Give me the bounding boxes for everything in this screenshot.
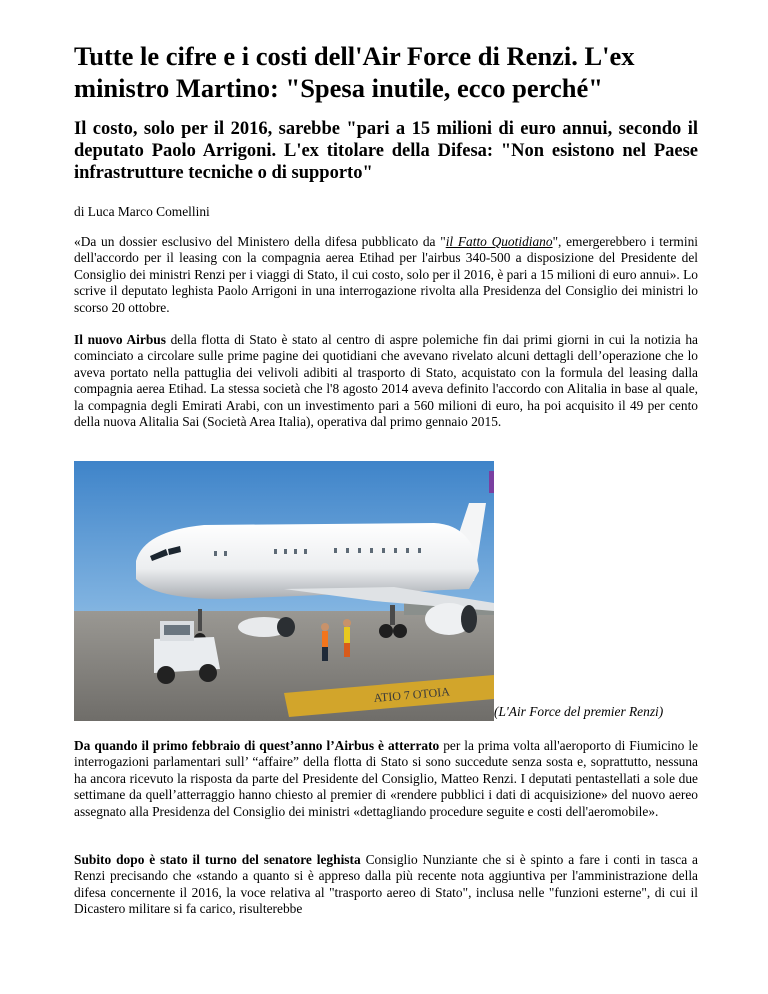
p3-text: per la prima volta all'aeroporto di Fiumicino le interrogazioni parlamentari sull’ “affaire” della flotta di Stato si sono succedute senza sosta e, soprattutto, nessuna ha ancora ricevuto la risposta da parte del Presidente del Consiglio, Matteo Renzi. I deputati pentastellati a sole due settimane da quell’atterraggio hanno chiesto al premier di «rendere pubblici i dati di acquisizione» del nuovo aereo assegnato alla Presidenza del Consiglio dei ministri «dettagliando procedure seguite e costi dell'aeromobile».: [74, 738, 698, 819]
article-figure: [74, 461, 698, 721]
article-subtitle: Il costo, solo per il 2016, sarebbe "pari a 15 milioni di euro annui, secondo il deputato Paolo Arrigoni. L'ex titolare della Difesa: "Non esistono nel Paese infrastrutture tecniche o di supporto": [74, 119, 698, 183]
paragraph-2: [74, 332, 698, 430]
p2-lead: Il nuovo Airbus: [74, 332, 166, 347]
source-name: il Fatto Quotidiano: [445, 234, 553, 249]
figure-caption: (L'Air Force del premier Renzi): [494, 704, 664, 719]
airbus-photo: [74, 461, 494, 721]
byline: di Luca Marco Comellini: [74, 204, 210, 219]
p3-lead: Da quando il primo febbraio di quest’anno l’Airbus è atterrato: [74, 738, 440, 753]
p1-after: ", emergerebbero i termini dell'accordo per il leasing con la compagnia aerea Etihad per l'airbus 340-500 a disposizione del Presidente del Consiglio dei ministri Renzi per i viaggi di Stato, il cui costo, solo per il 2016, è pari a 15 milioni di euro annui». Lo scrive il deputato leghista Paolo Arrigoni in una interrogazione rivolta alla Presidenza del Consiglio dei ministri lo scorso 20 ottobre.: [74, 234, 698, 315]
paragraph-3: [74, 738, 698, 820]
article-title: Tutte le cifre e i costi dell'Air Force di Renzi. L'ex ministro Martino: "Spesa inutile, ecco perché": [74, 41, 635, 103]
paragraph-1: [74, 234, 698, 316]
p4-lead: Subito dopo è stato il turno del senatore leghista: [74, 852, 361, 867]
p1-before: «Da un dossier esclusivo del Ministero della difesa pubblicato da ": [74, 234, 446, 249]
paragraph-4: [74, 852, 698, 918]
p4-text: Consiglio Nunziante che si è spinto a fare i conti in tasca a Renzi precisando che «stando a quanto si è appreso dalla più recente nota aggiuntiva per l'amministrazione della difesa concernente il 2016, la voce relativa al "trasporto aereo di Stato", inclusa nelle "funzioni esterne", di cui il Dicastero militare si fa carico, risulterebbe: [74, 852, 698, 917]
p2-text: della flotta di Stato è stato al centro di aspre polemiche fin dai primi giorni in cui la notizia ha cominciato a circolare sulle prime pagine dei quotidiani che avevano rivelato alcuni dettagli dell’operazione che lo aveva portato nella pattuglia dei velivoli adibiti al trasporto di Stato, acquistato con la formula del leasing dalla compagnia aerea Etihad. La stessa società che l'8 agosto 2014 aveva definito l'accordo con Alitalia in base al quale, la compagnia degli Emirati Arabi, con un investimento pari a 560 milioni di euro, ha poi acquisito il 49 per cento della nuova Alitalia Sai (Società Area Italia), operativa dal primo gennaio 2015.: [74, 332, 698, 430]
runway-marking: ATIO 7 OTOIA: [373, 684, 451, 705]
